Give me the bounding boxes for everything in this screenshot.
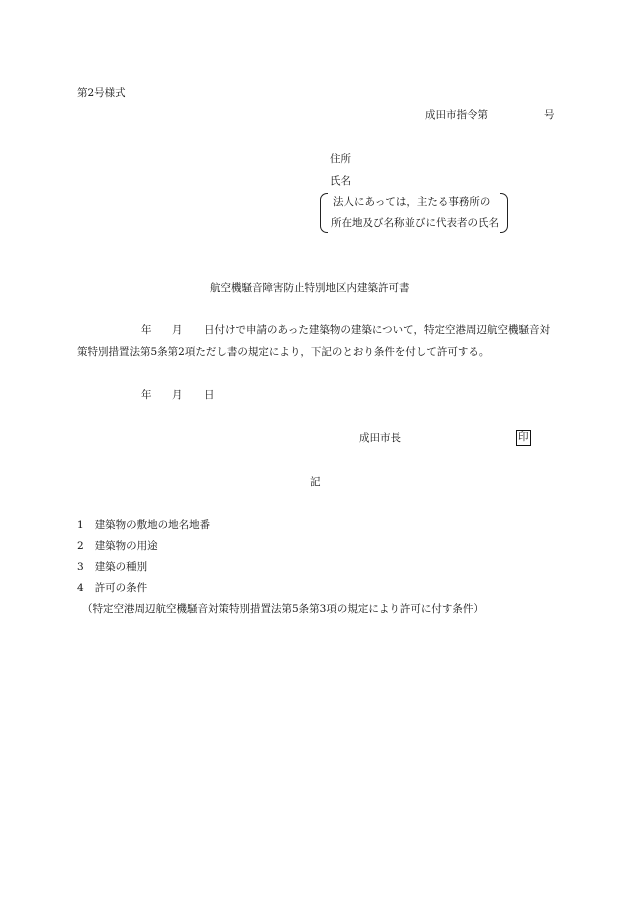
document-title: 航空機騒音障害防止特別地区内建築許可書 (210, 282, 410, 294)
body-line2: 策特別措置法第5条第2項ただし書の規定により，下記のとおり条件を付して許可する。 (77, 346, 490, 358)
name-label: 氏名 (330, 175, 351, 187)
ki-label: 記 (310, 476, 321, 488)
item-label: 建築物の用途 (94, 540, 158, 552)
body-date-year: 年 (141, 324, 152, 336)
item-number: 4 (77, 582, 84, 594)
list-item (77, 560, 147, 574)
list-item (77, 539, 158, 553)
list-item (77, 518, 210, 532)
reference-suffix: 号 (544, 109, 555, 121)
body-date-month: 月 (172, 324, 183, 336)
item-number: 3 (77, 561, 84, 573)
body-line1: 日付けで申請のあった建築物の建築について，特定空港周辺航空機騒音対 (204, 324, 550, 336)
addressee-note-line2: 所在地及び名称並びに代表者の氏名 (331, 217, 499, 229)
address-label: 住所 (330, 153, 351, 165)
reference-prefix: 成田市指令第 (425, 109, 488, 121)
item-number: 1 (77, 519, 84, 531)
item-label: 建築の種別 (94, 561, 148, 573)
form-number: 第2号様式 (77, 87, 126, 99)
issuer-name: 成田市長 (359, 432, 401, 444)
bracket-right (500, 193, 508, 233)
issue-day: 日 (204, 389, 215, 401)
condition-note: （特定空港周辺航空機騒音対策特別措置法第5条第3項の規定により許可に付す条件） (82, 603, 484, 615)
bracket-left (320, 193, 328, 233)
item-number: 2 (77, 540, 84, 552)
seal-mark: 印 (516, 430, 531, 446)
addressee-note-line1: 法人にあっては，主たる事務所の (333, 196, 491, 208)
item-label: 許可の条件 (94, 582, 148, 594)
list-item (77, 581, 147, 595)
issue-month: 月 (172, 389, 183, 401)
issue-year: 年 (141, 389, 152, 401)
item-label: 建築物の敷地の地名地番 (94, 519, 211, 531)
